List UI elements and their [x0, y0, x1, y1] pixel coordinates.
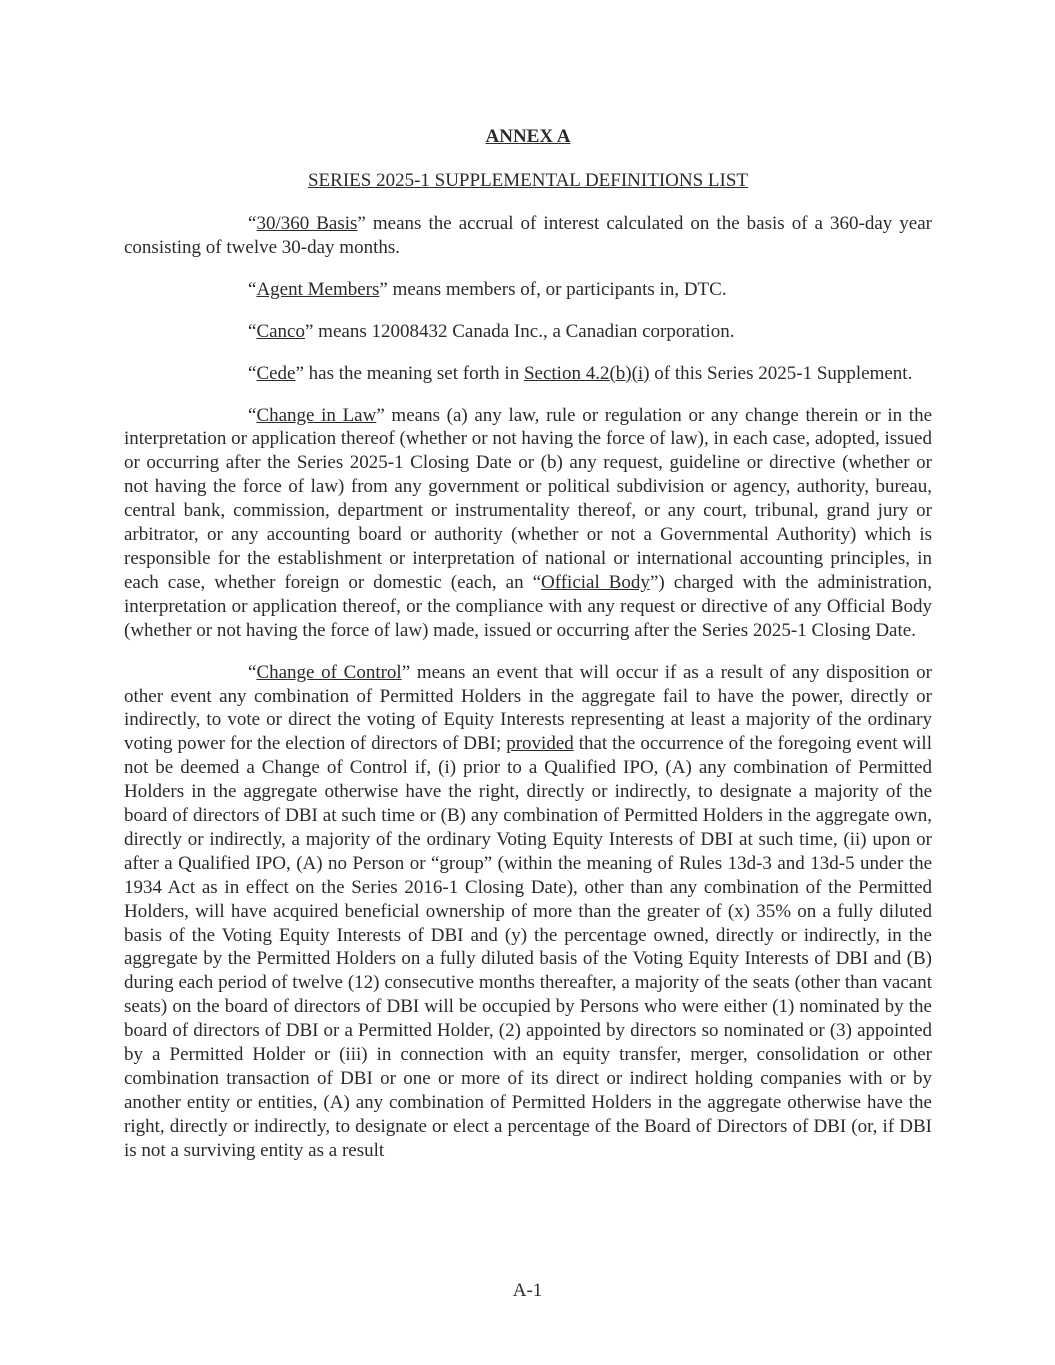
- section-reference: Section 4.2(b)(i): [523, 362, 650, 384]
- definition-change-in-law: “Change in Law” means (a) any law, rule or regulation or any change therein or in the interpretation or application thereof (whether or not having the force of law), in each case, adopted, issued or occurring after the Series 2025-1 Closing Date or (b) any request, guideline or directive (whether or not having the force of law) from any government or political subdivision or agency, authority, bureau, central bank, commission, department or instrumentality thereof, or any court, tribunal, grand jury or arbitrator, or any accounting board or authority (whether or not a Governmental Authority) which is responsible for the establishment or interpretation of national or international accounting principles, in each case, whether foreign or domestic (each, an “Official Body”) charged with the administration, interpretation or application thereof, or the compliance with any request or directive of any Official Body (whether or not having the force of law) made, issued or occurring after the Series 2025-1 Closing Date.: [124, 404, 933, 641]
- document-page: [124, 124, 932, 1163]
- defined-term: Canco: [256, 320, 305, 342]
- defined-term: 30/360 Basis: [256, 213, 358, 234]
- defined-term: Change in Law: [256, 404, 377, 426]
- page-number: A-1: [512, 1280, 543, 1301]
- defined-term: Change of Control: [256, 661, 402, 683]
- definition-agent-members: “Agent Members” means members of, or participants in, DTC.: [248, 278, 727, 300]
- proviso-term: provided: [506, 733, 574, 755]
- annex-title: ANNEX A: [485, 126, 571, 147]
- definition-canco: “Canco” means 12008432 Canada Inc., a Canadian corporation.: [248, 320, 735, 342]
- definitions-list-title: SERIES 2025-1 SUPPLEMENTAL DEFINITIONS LIST: [307, 170, 749, 191]
- definition-30-360-basis: “30/360 Basis” means the accrual of interest calculated on the basis of a 360-day year consisting of twelve 30-day months.: [124, 213, 933, 258]
- definition-cede: “Cede” has the meaning set forth in Section 4.2(b)(i) of this Series 2025-1 Supplement.: [248, 362, 913, 384]
- inline-defined-term: Official Body: [541, 571, 650, 593]
- defined-term: Agent Members: [256, 278, 380, 300]
- definition-change-of-control: “Change of Control” means an event that will occur if as a result of any disposition or other event any combination of Permitted Holders in the aggregate fail to have the power, directly or indirectly, to vote or direct the voting of Equity Interests representing at least a majority of the ordinary voting power for the election of directors of DBI; provided that the occurrence of the foregoing event will not be deemed a Change of Control if, (i) prior to a Qualified IPO, (A) any combination of Permitted Holders in the aggregate otherwise have the right, directly or indirectly, to designate a majority of the board of directors of DBI at such time or (B) any combination of Permitted Holders in the aggregate own, directly or indirectly, a majority of the ordinary Voting Equity Interests of DBI at such time, (ii) upon or after a Qualified IPO, (A) no Person or “group” (within the meaning of Rules 13d-3 and 13d-5 under the 1934 Act as in effect on the Series 2016-1 Closing Date), other than any combination of the Permitted Holders, will have acquired beneficial ownership of more than the greater of (x) 35% on a fully diluted basis of the Voting Equity Interests of DBI and (y) the percentage owned, directly or indirectly, in the aggregate by the Permitted Holders on a fully diluted basis of the Voting Equity Interests of DBI and (B) during each period of twelve (12) consecutive months thereafter, a majority of the seats (other than vacant seats) on the board of directors of DBI will be occupied by Persons who were either (1) nominated by the board of directors of DBI or a Permitted Holder, (2) appointed by directors so nominated or (3) appointed by a Permitted Holder or (iii) in connection with an equity transfer, merger, consolidation or other combination transaction of DBI or one or more of its direct or indirect holding companies with or by another entity or entities, (A) any combination of Permitted Holders in the aggregate otherwise have the right, directly or indirectly, to designate or elect a percentage of the Board of Directors of DBI (or, if DBI is not a surviving entity as a result: [124, 661, 932, 1161]
- defined-term: Cede: [256, 362, 296, 384]
